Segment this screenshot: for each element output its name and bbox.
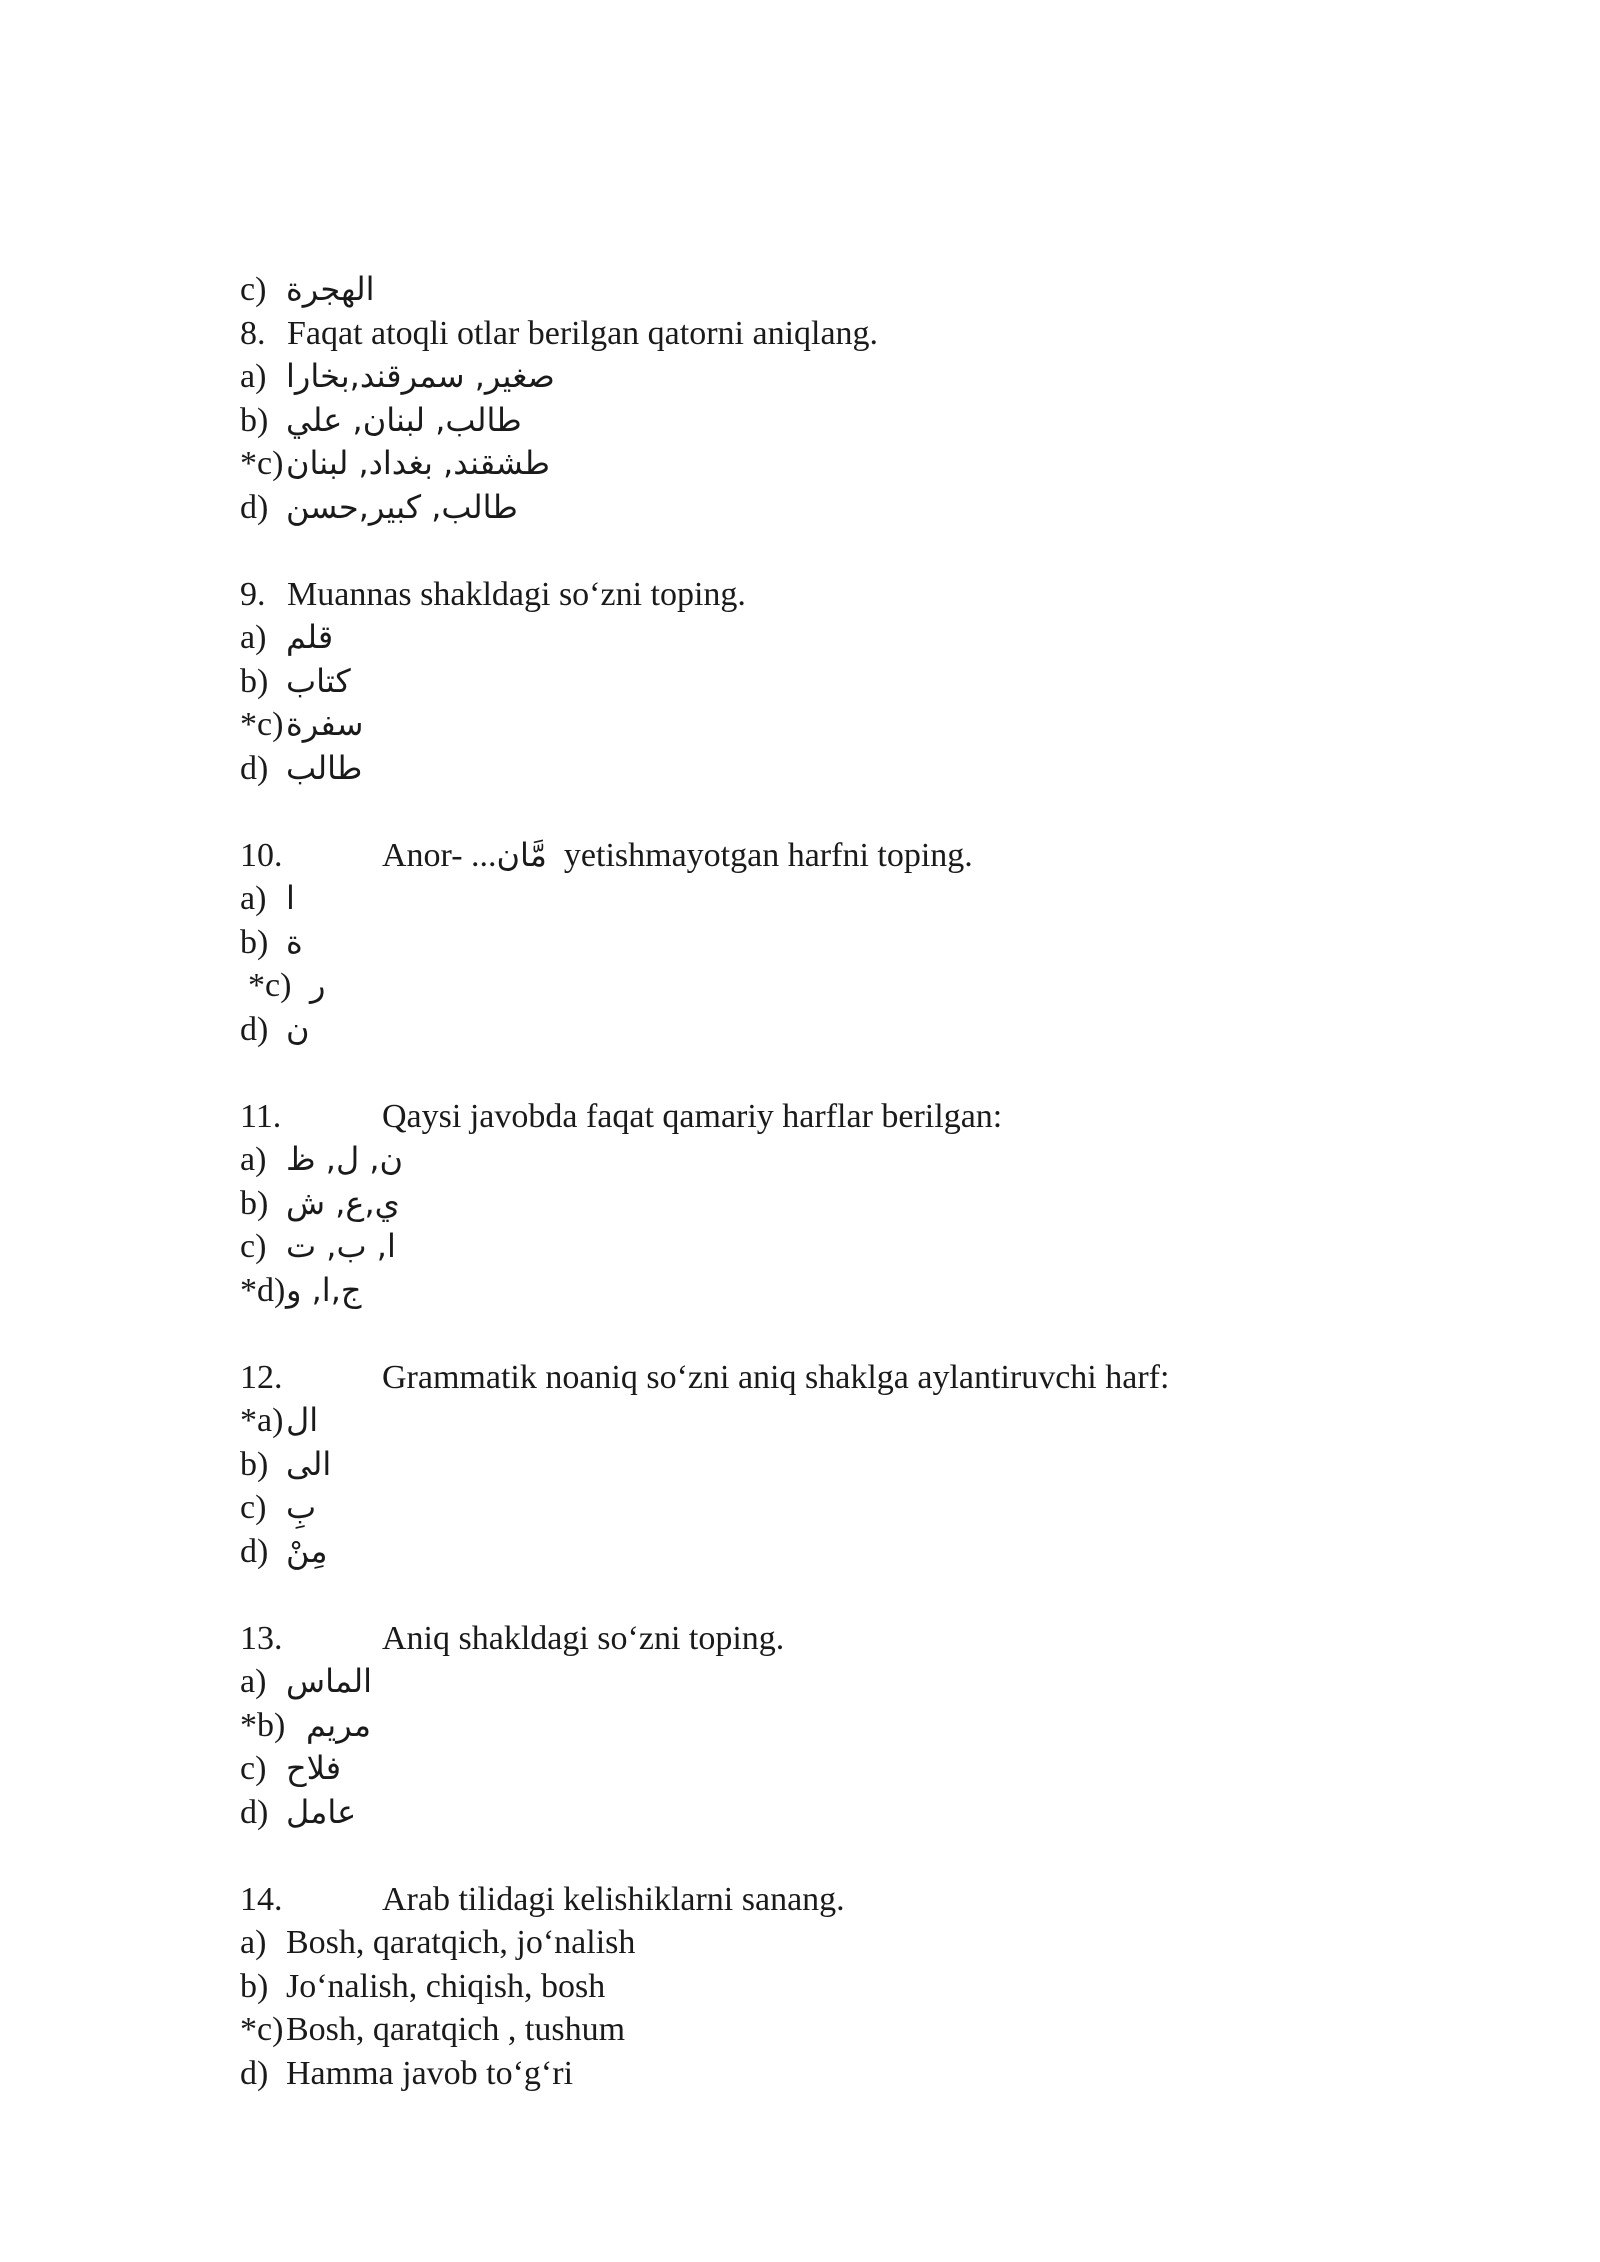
option-marker: *c) bbox=[240, 706, 284, 743]
question-13 bbox=[240, 1617, 1440, 1661]
option-text: Bosh, qaratqich , tushum bbox=[286, 2011, 626, 2048]
option-text: الهجرة bbox=[286, 270, 375, 308]
option-line bbox=[240, 1704, 1440, 1748]
option-marker: b) bbox=[240, 1967, 269, 2005]
question-text-before: Anor- ... bbox=[382, 836, 497, 874]
option-line bbox=[240, 1269, 1440, 1313]
question-number: 13. bbox=[240, 1619, 283, 1657]
option-marker: d) bbox=[240, 749, 269, 787]
option-marker: c) bbox=[240, 271, 267, 308]
option-marker: *b) bbox=[240, 1706, 286, 1744]
question-number: 11. bbox=[240, 1097, 282, 1135]
option-line bbox=[240, 1138, 1440, 1182]
option-line bbox=[240, 1921, 1440, 1965]
option-text: الماس bbox=[286, 1662, 372, 1700]
question-text: Aniq shakldagi so‘zni toping. bbox=[382, 1619, 785, 1657]
option-text: ر bbox=[310, 966, 326, 1004]
option-marker: a) bbox=[240, 619, 267, 656]
option-line bbox=[240, 616, 1440, 660]
option-line bbox=[240, 703, 1440, 747]
option-text: ا, ب, ت bbox=[286, 1227, 396, 1265]
option-text: ن bbox=[286, 1009, 310, 1048]
option-text: الى bbox=[286, 1444, 332, 1483]
question-number: 12. bbox=[240, 1358, 283, 1396]
option-text: قلم bbox=[286, 618, 334, 656]
spacer bbox=[240, 529, 1440, 573]
question-text: Muannas shakldagi so‘zni toping. bbox=[287, 575, 746, 613]
question-number: 8. bbox=[240, 314, 266, 352]
option-text: بِ bbox=[286, 1488, 317, 1526]
option-line bbox=[240, 1965, 1440, 2009]
option-line bbox=[240, 1660, 1440, 1704]
option-marker: a) bbox=[240, 1663, 267, 1700]
option-marker: *c) bbox=[240, 445, 284, 482]
spacer bbox=[240, 790, 1440, 834]
option-marker: b) bbox=[240, 401, 269, 439]
question-9 bbox=[240, 573, 1440, 617]
option-line bbox=[240, 355, 1440, 399]
option-line bbox=[240, 268, 1440, 312]
option-line bbox=[240, 399, 1440, 443]
question-number: 14. bbox=[240, 1880, 283, 1918]
option-text: مريم bbox=[306, 1705, 371, 1744]
option-marker: a) bbox=[240, 1141, 267, 1178]
option-marker: d) bbox=[240, 1010, 269, 1048]
option-text: ج,ا, و bbox=[286, 1270, 362, 1309]
option-text: طشقند, بغداد, لبنان bbox=[286, 444, 550, 482]
question-8 bbox=[240, 312, 1440, 356]
option-line bbox=[240, 921, 1440, 965]
question-10 bbox=[240, 834, 1440, 878]
option-text: Jo‘nalish, chiqish, bosh bbox=[286, 1967, 606, 2005]
question-arabic-word: مَّان bbox=[496, 835, 547, 874]
option-marker: c) bbox=[240, 1489, 267, 1526]
option-marker: *c) bbox=[248, 967, 292, 1004]
option-marker: *d) bbox=[240, 1271, 286, 1309]
option-line bbox=[240, 1225, 1440, 1269]
question-11 bbox=[240, 1095, 1440, 1139]
option-text: ة bbox=[286, 922, 303, 961]
spacer bbox=[240, 1573, 1440, 1617]
option-text: كتاب bbox=[286, 661, 351, 700]
spacer bbox=[240, 1834, 1440, 1878]
option-marker: c) bbox=[240, 1750, 267, 1787]
option-text: ن, ل, ظ bbox=[286, 1140, 404, 1178]
option-line bbox=[240, 1443, 1440, 1487]
option-text: فلاح bbox=[286, 1749, 342, 1787]
option-line bbox=[240, 1747, 1440, 1791]
option-text: طالب, كبير,حسن bbox=[286, 487, 518, 526]
option-line bbox=[240, 1791, 1440, 1835]
option-line bbox=[240, 2052, 1440, 2096]
option-line bbox=[240, 1008, 1440, 1052]
document-page bbox=[240, 268, 1440, 2095]
option-marker: b) bbox=[240, 923, 269, 961]
option-line bbox=[240, 877, 1440, 921]
option-marker: c) bbox=[240, 1228, 267, 1265]
option-text: عامل bbox=[286, 1792, 357, 1831]
option-marker: d) bbox=[240, 1532, 269, 1570]
option-text: سفرة bbox=[286, 705, 364, 743]
option-marker: a) bbox=[240, 880, 267, 917]
question-number: 9. bbox=[240, 575, 266, 613]
question-text: Arab tilidagi kelishiklarni sanang. bbox=[382, 1880, 845, 1918]
option-text: Hamma javob to‘g‘ri bbox=[286, 2054, 574, 2092]
option-marker: d) bbox=[240, 1793, 269, 1831]
option-marker: a) bbox=[240, 1924, 267, 1961]
question-text-after: yetishmayotgan harfni toping. bbox=[563, 836, 973, 874]
option-text: ا bbox=[286, 879, 295, 917]
option-marker: b) bbox=[240, 1184, 269, 1222]
option-marker: d) bbox=[240, 488, 269, 526]
option-marker: *c) bbox=[240, 2011, 284, 2048]
option-line bbox=[240, 747, 1440, 791]
option-marker: *a) bbox=[240, 1402, 284, 1439]
question-12 bbox=[240, 1356, 1440, 1400]
spacer bbox=[240, 1051, 1440, 1095]
question-number: 10. bbox=[240, 836, 283, 874]
question-text: Faqat atoqli otlar berilgan qatorni aniqlang. bbox=[287, 314, 879, 352]
option-line bbox=[240, 964, 1440, 1008]
option-marker: b) bbox=[240, 1445, 269, 1483]
question-14 bbox=[240, 1878, 1440, 1922]
option-text: صغير, سمرقند,بخارا bbox=[286, 357, 555, 395]
option-line bbox=[240, 2008, 1440, 2052]
option-text: طالب, لبنان, علي bbox=[286, 400, 522, 439]
option-line bbox=[240, 486, 1440, 530]
option-text: ي,ع, ش bbox=[286, 1183, 400, 1222]
option-line bbox=[240, 1182, 1440, 1226]
question-text: Grammatik noaniq so‘zni aniq shaklga aylantiruvchi harf: bbox=[382, 1358, 1170, 1396]
option-line bbox=[240, 1399, 1440, 1443]
question-text: Qaysi javobda faqat qamariy harflar berilgan: bbox=[382, 1097, 1003, 1135]
option-marker: b) bbox=[240, 662, 269, 700]
option-text: طالب bbox=[286, 748, 363, 787]
spacer bbox=[240, 1312, 1440, 1356]
option-line bbox=[240, 1486, 1440, 1530]
option-text: ال bbox=[286, 1401, 319, 1439]
option-line bbox=[240, 442, 1440, 486]
option-text: مِنْ bbox=[286, 1531, 328, 1570]
option-marker: d) bbox=[240, 2054, 269, 2092]
option-text: Bosh, qaratqich, jo‘nalish bbox=[286, 1924, 636, 1961]
option-marker: a) bbox=[240, 358, 267, 395]
option-line bbox=[240, 1530, 1440, 1574]
option-line bbox=[240, 660, 1440, 704]
